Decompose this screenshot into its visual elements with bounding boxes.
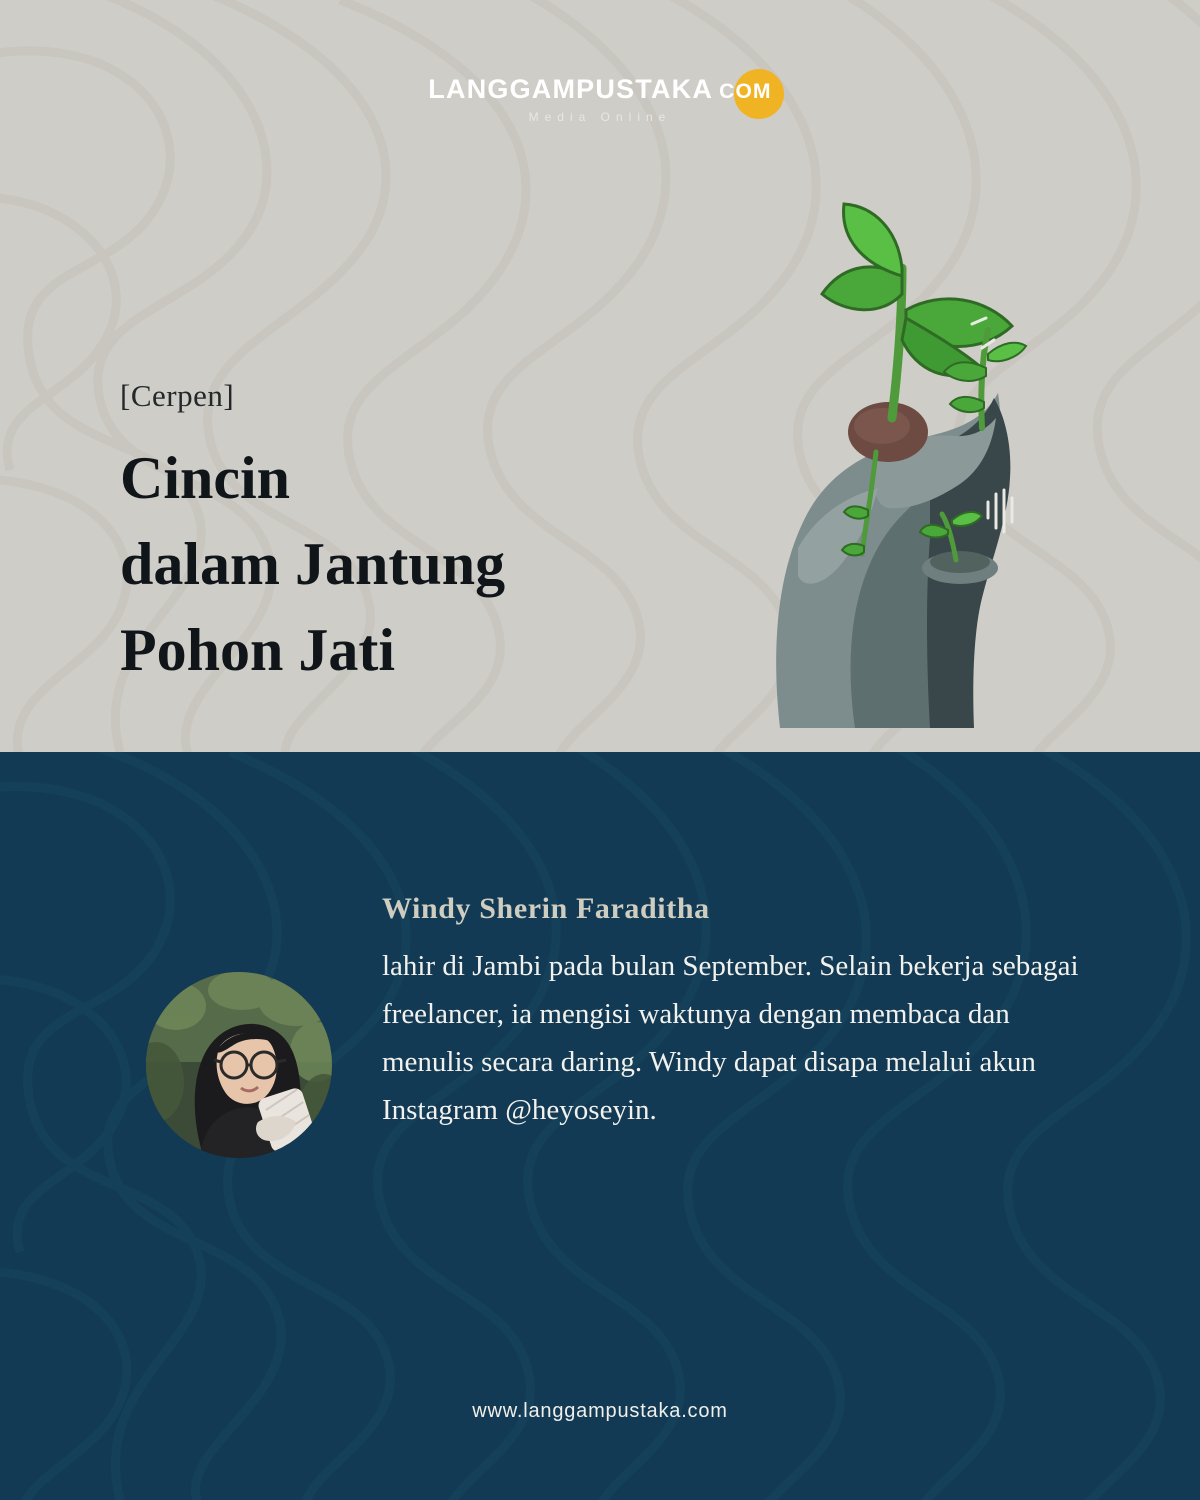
author-block xyxy=(0,892,1200,1222)
author-portrait xyxy=(146,972,332,1158)
title-block xyxy=(120,378,680,693)
logo-name: LANGGAMPUSTAKA xyxy=(428,74,714,104)
logo-wordmark-row xyxy=(428,74,771,124)
head-with-sprouting-plants-illustration xyxy=(630,118,1050,728)
logo-suffix: COM xyxy=(719,80,772,103)
site-logo[interactable] xyxy=(0,74,1200,126)
author-name: Windy Sherin Faraditha xyxy=(382,892,710,925)
author-bio: lahir di Jambi pada bulan September. Selain bekerja sebagai freelancer, ia mengisi waktunya dengan membaca dan menulis secara daring. Windy dapat disapa melalui akun Instagram @heyoseyin. xyxy=(382,950,1079,1127)
author-text-block xyxy=(382,892,1082,1135)
site-url[interactable]: www.langgampustaka.com xyxy=(472,1400,728,1422)
logo-tagline: Media Online xyxy=(528,110,672,124)
category-kicker: [Cerpen] xyxy=(120,378,235,413)
page-title xyxy=(120,436,680,693)
title-line-2: dalam Jantung xyxy=(120,530,506,597)
title-line-1: Cincin xyxy=(120,445,291,511)
bottom-panel xyxy=(0,752,1200,1500)
title-line-3: Pohon Jati xyxy=(120,616,396,683)
